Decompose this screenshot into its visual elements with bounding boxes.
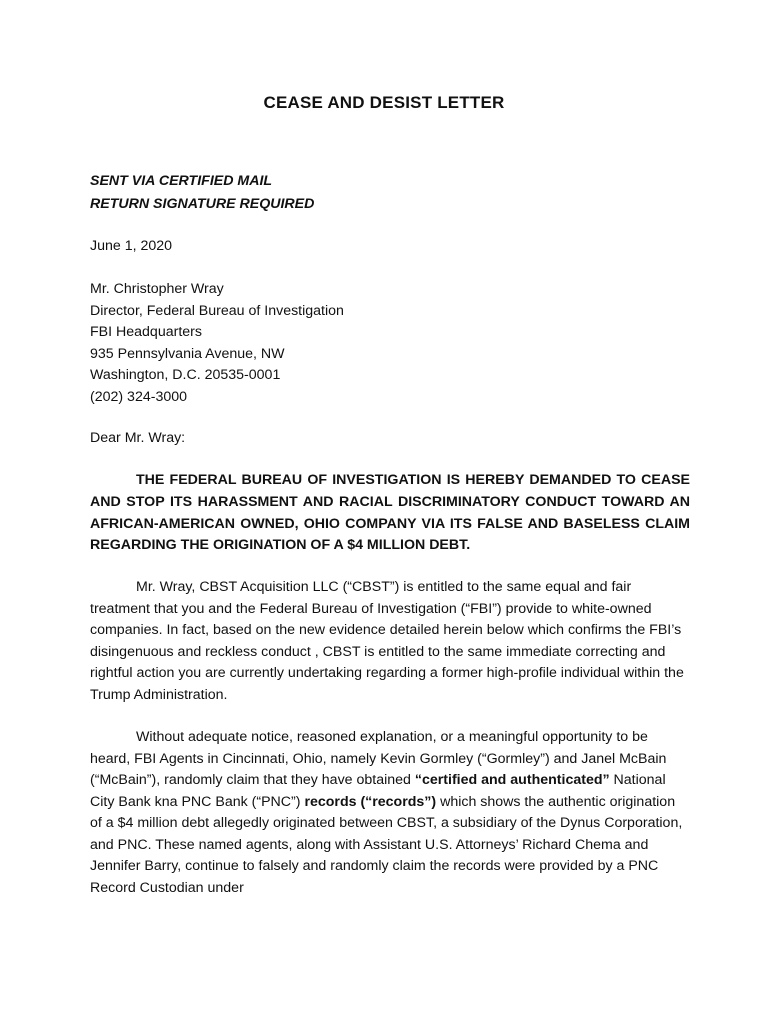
salutation: Dear Mr. Wray:	[90, 430, 186, 446]
recipient-city: Washington, D.C. 20535-0001	[90, 367, 281, 383]
bold-phrase: records (“records”)	[304, 793, 437, 810]
mail-method	[90, 170, 690, 216]
recipient-address	[90, 279, 690, 408]
recipient-phone: (202) 324-3000	[90, 388, 188, 405]
paragraph-text: which shows the authentic origination of a $4 million debt allegedly originated between CBST, a subsidiary of the Dynus Corporation, and PNC. These named agents, along with Assistant U.S. Attorneys’ Richard Chema and Jennifer Barry, continue to falsely and randomly claim the records were provided by a PNC Record Custodian under	[90, 793, 683, 896]
mail-method-line: SENT VIA CERTIFIED MAIL	[90, 173, 273, 189]
body-paragraph-2	[90, 727, 690, 899]
recipient-name: Mr. Christopher Wray	[90, 281, 224, 297]
recipient-office: FBI Headquarters	[90, 324, 202, 340]
paragraph-text: Without adequate notice, reasoned explanation, or a meaningful opportunity to be heard, FBI Agents in Cincinnati, Ohio, namely Kevin Gormley (“Gormley”) and Janel McBain (“McBain”), randomly claim that they have obtained	[90, 729, 667, 788]
bold-phrase: “certified and authenticated”	[414, 772, 610, 788]
letter-date: June 1, 2020	[90, 238, 173, 254]
demand-paragraph	[90, 470, 690, 557]
recipient-street: 935 Pennsylvania Avenue, NW	[90, 345, 285, 362]
letter-title: CEASE AND DESIST LETTER	[263, 93, 505, 112]
mail-method-line: RETURN SIGNATURE REQUIRED	[90, 196, 315, 212]
recipient-title: Director, Federal Bureau of Investigation	[90, 302, 344, 319]
paragraph-text: Mr. Wray, CBST Acquisition LLC (“CBST”) is entitled to the same equal and fair treatment that you and the Federal Bureau of Investigation (“FBI”) provide to white-owned companies. In fact, based on the new evidence detailed herein below which confirms the FBI’s disingenuous and reckless conduct , CBST is entitled to the same immediate correcting and rightful action you are currently undertaking regarding a former high-profile individual within the Trump Administration.	[90, 579, 684, 703]
body-paragraph-1	[90, 577, 690, 706]
paragraph-text: National City Bank kna PNC Bank (“PNC”)	[90, 772, 666, 810]
demand-text: THE FEDERAL BUREAU OF INVESTIGATION IS HEREBY DEMANDED TO CEASE AND STOP ITS HARASSMENT AND RACIAL DISCRIMINATORY CONDUCT TOWARD AN AFRICAN-AMERICAN OWNED, OHIO COMPANY VIA ITS FALSE AND BASELESS CLAIM REGARDING THE ORIGINATION OF A $4 MILLION DEBT.	[90, 472, 690, 554]
